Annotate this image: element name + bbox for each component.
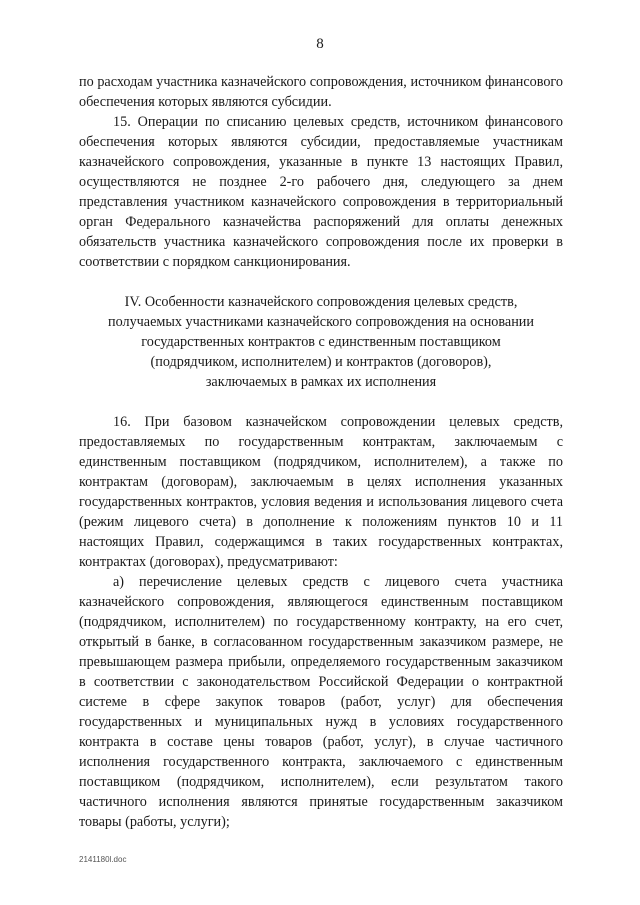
section-heading-line-3: государственных контрактов с единственным поставщиком [141,334,501,350]
paragraph-16: 16. При базовом казначейском сопровождении целевых средств, предоставляемых по государственным контрактам, заключаемым с единственным поставщиком (подрядчиком, исполнителем), а также по контрактам (договорам), заключаемым в целях исполнения указанных государственных контрактов, условия ведения и использования лицевого счета (режим лицевого счета) в дополнение к положениям пунктов 10 и 11 настоящих Правил, содержащимся в таких государственных контрактах, контрактах (договорах), предусматривают: [79,414,563,570]
section-heading-line-4: (подрядчиком, исполнителем) и контрактов (договоров), [150,354,492,370]
paragraph-16-a: а) перечисление целевых средств с лицевого счета участника казначейского сопровождения, являющегося единственным поставщиком (подрядчиком, исполнителем) по государственному контракту, на его счет, открытый в банке, в согласованном государственным заказчиком размере, не превышающем размера прибыли, определяемого государственным заказчиком в соответствии с законодательством Российской Федерации о контрактной системе в сфере закупок товаров (работ, услуг) для обеспечения государственных и муниципальных нужд в условиях государственного контракта в составе цены товаров (работ, услуг), в случае частичного исполнения государственного контракта, заключаемого с единственным поставщиком (подрядчиком, исполнителем), если результатом такого частичного исполнения являются принятые государственным заказчиком товары (работы, услуги); [79,574,563,830]
document-body [79,72,563,832]
section-heading-line-1: IV. Особенности казначейского сопровождения целевых средств, [124,294,518,310]
section-heading [79,292,563,392]
paragraph-15: 15. Операции по списанию целевых средств, источником финансового обеспечения которых являются субсидии, предоставляемые участникам казначейского сопровождения, указанные в пункте 13 настоящих Правил, осуществляются не позднее 2-го рабочего дня, следующего за днем представления участником казначейского сопровождения в территориальный орган Федерального казначейства распоряжений для оплаты денежных обязательств участника казначейского сопровождения после их проверки в соответствии с порядком санкционирования. [79,114,563,270]
section-heading-line-5: заключаемых в рамках их исполнения [205,374,437,390]
footer-file-code: 2141180l.doc [79,855,127,864]
section-heading-line-2: получаемых участниками казначейского сопровождения на основании [108,314,534,330]
paragraph-continuation: по расходам участника казначейского сопровождения, источником финансового обеспечения которых являются субсидии. [79,74,563,110]
page-number: 8 [316,36,324,52]
